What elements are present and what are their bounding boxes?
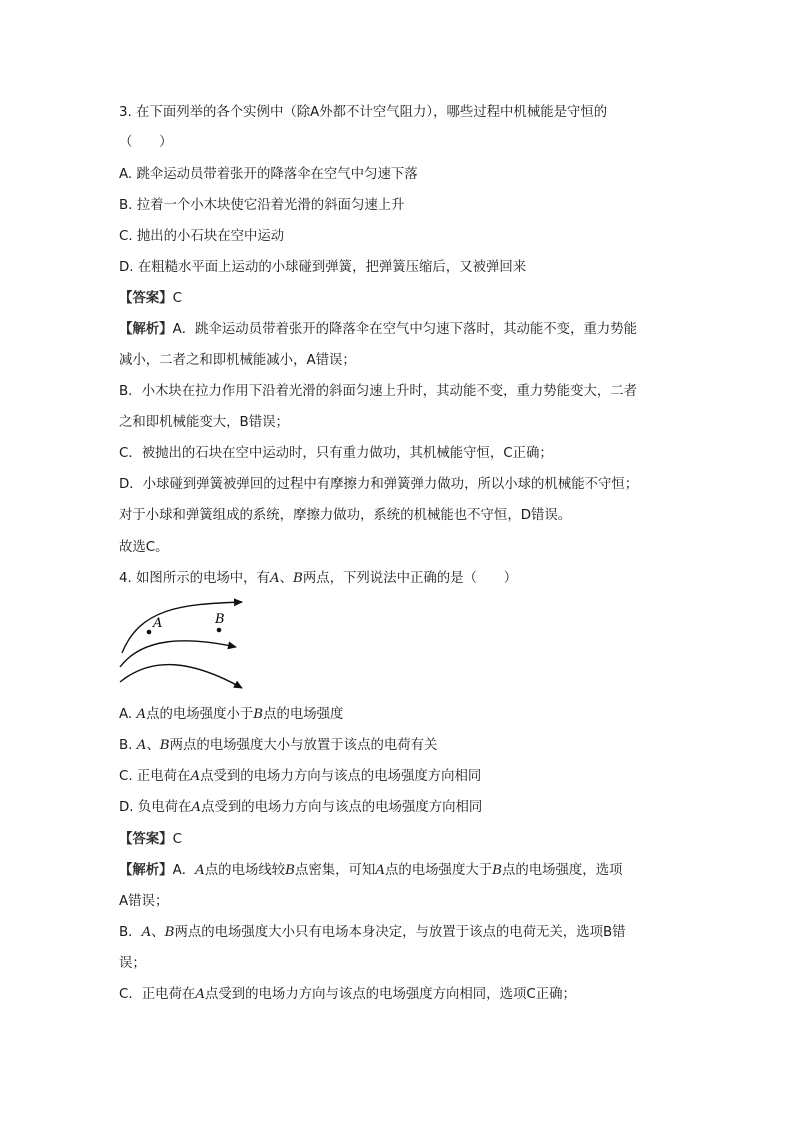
field-line-middle: [120, 641, 236, 667]
q3-stem: 3. 在下面列举的各个实例中（除A外都不计空气阻力），哪些过程中机械能是守恒的: [119, 105, 608, 120]
q3-option-d: D. 在粗糙水平面上运动的小球碰到弹簧，把弹簧压缩后，又被弹回来: [119, 260, 527, 275]
q4-analysis-line: 【解析】A．A点的电场线较B点密集，可知A点的电场强度大于B点的电场强度，选项: [119, 863, 623, 878]
electric-field-figure: [112, 598, 252, 694]
q3-option-a: A. 跳伞运动员带着张开的降落伞在空气中匀速下落: [119, 167, 418, 182]
q3-analysis-line: C．被抛出的石块在空中运动时，只有重力做功，其机械能守恒，C正确；: [119, 446, 553, 461]
q3-conclusion: 故选C。: [119, 540, 169, 555]
q3-option-c: C. 抛出的小石块在空中运动: [119, 229, 285, 244]
point-b-dot: [217, 628, 222, 633]
answer-tag: 【答案】: [119, 832, 173, 847]
q4-analysis-line: A错误；: [119, 894, 169, 909]
q4-stem: 4. 如图所示的电场中，有A、B两点，下列说法中正确的是（ ）: [119, 571, 518, 586]
q4-option-b: B. A、B两点的电场强度大小与放置于该点的电荷有关: [119, 738, 438, 753]
point-a-dot: [147, 630, 152, 635]
q4-answer: [119, 830, 754, 850]
q4-option-c: C. 正电荷在A点受到的电场力方向与该点的电场强度方向相同: [119, 769, 482, 784]
q3-analysis-line: B．小木块在拉力作用下沿着光滑的斜面匀速上升时，其动能不变，重力势能变大，二者: [119, 384, 638, 399]
q4-option-d: D. 负电荷在A点受到的电场力方向与该点的电场强度方向相同: [119, 800, 483, 815]
q4-analysis-line: C．正电荷在A点受到的电场力方向与该点的电场强度方向相同，选项C正确；: [119, 987, 576, 1002]
point-b-label: B: [215, 612, 225, 627]
q3-analysis-line: 减小，二者之和即机械能减小，A错误；: [119, 353, 356, 368]
field-line-bottom: [120, 665, 242, 688]
q4-option-a: A. A点的电场强度小于B点的电场强度: [119, 707, 344, 722]
q3-paren: （ ）: [119, 135, 173, 150]
q4-analysis-line: 误；: [119, 956, 146, 971]
q3-analysis-line: 对于小球和弹簧组成的系统，摩擦力做功，系统的机械能也不守恒，D错误。: [119, 508, 572, 523]
answer-value: C: [172, 832, 182, 847]
q3-option-b: B. 拉着一个小木块使它沿着光滑的斜面匀速上升: [119, 198, 405, 213]
answer-value: C: [172, 291, 182, 306]
q3-answer: [119, 289, 754, 309]
q4-analysis-line: B．A、B两点的电场强度大小只有电场本身决定，与放置于该点的电荷无关，选项B错: [119, 925, 626, 940]
point-a-label: A: [153, 616, 163, 631]
answer-tag: 【答案】: [119, 291, 173, 306]
analysis-tag: 【解析】: [119, 863, 173, 878]
q3-analysis-line: D．小球碰到弹簧被弹回的过程中有摩擦力和弹簧弹力做功，所以小球的机械能不守恒；: [119, 477, 639, 492]
analysis-tag: 【解析】: [119, 322, 173, 337]
q3-analysis-line: 【解析】A．跳伞运动员带着张开的降落伞在空气中匀速下落时，其动能不变，重力势能: [119, 322, 638, 337]
q3-analysis-line: 之和即机械能变大，B错误；: [119, 415, 289, 430]
